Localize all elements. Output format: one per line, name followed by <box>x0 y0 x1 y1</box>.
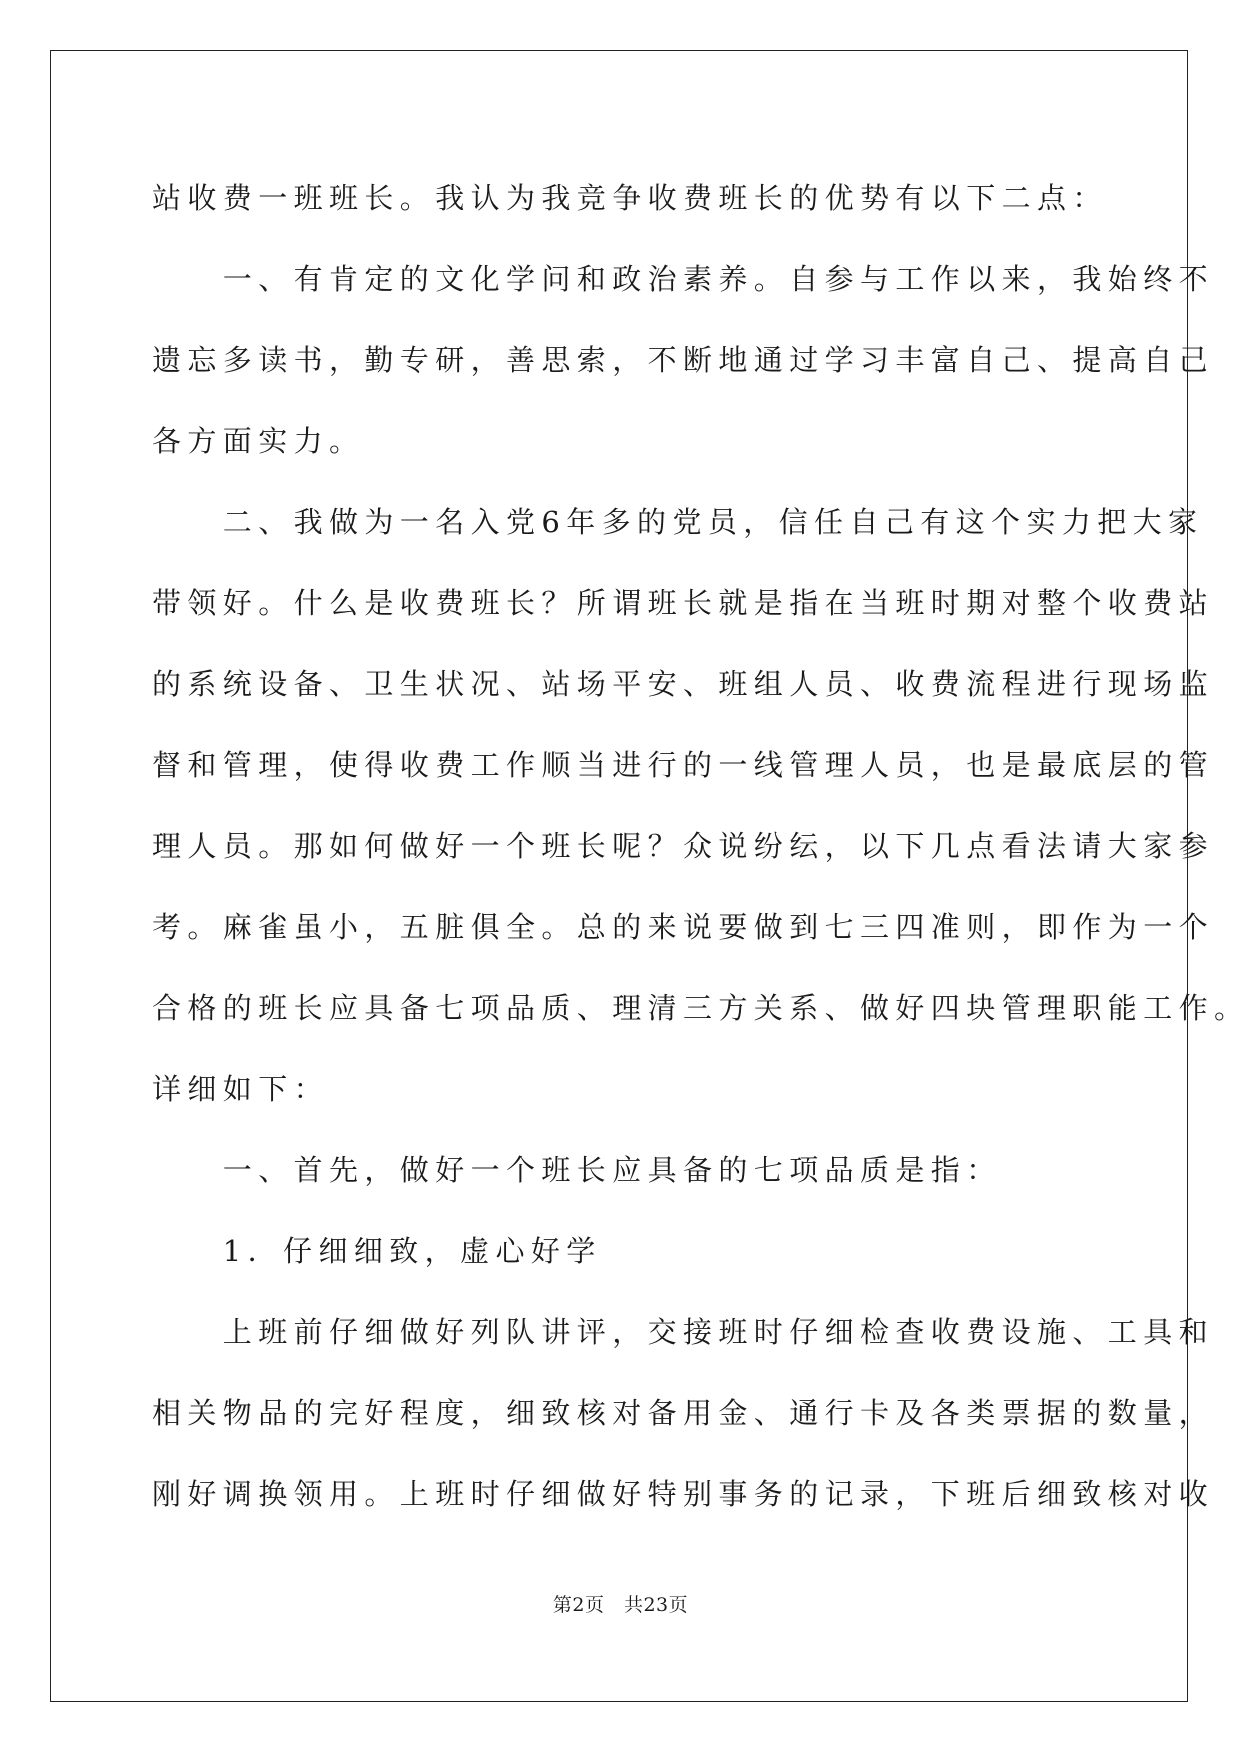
body-line: 相关物品的完好程度，细致核对备用金、通行卡及各类票据的数量， <box>152 1396 1215 1430</box>
body-line: 刚好调换领用。上班时仔细做好特别事务的记录，下班后细致核对收 <box>152 1477 1215 1511</box>
body-line: 一、有肯定的文化学问和政治素养。自参与工作以来，我始终不 <box>152 262 1215 296</box>
body-line: 站收费一班班长。我认为我竞争收费班长的优势有以下二点： <box>152 181 1108 215</box>
body-line: 详细如下： <box>152 1072 330 1106</box>
body-line: 考。麻雀虽小，五脏俱全。总的来说要做到七三四准则，即作为一个 <box>152 910 1215 944</box>
body-line: 二、我做为一名入党6年多的党员，信任自己有这个实力把大家 <box>152 505 1204 539</box>
body-line: 带领好。什么是收费班长？所谓班长就是指在当班时期对整个收费站 <box>152 586 1215 620</box>
body-line: 合格的班长应具备七项品质、理清三方关系、做好四块管理职能工作。 <box>152 991 1249 1025</box>
body-line: 遗忘多读书，勤专研，善思索，不断地通过学习丰富自己、提高自己 <box>152 343 1215 377</box>
body-line: 各方面实力。 <box>152 424 365 458</box>
body-line: 的系统设备、卫生状况、站场平安、班组人员、收费流程进行现场监 <box>152 667 1215 701</box>
body-line: 上班前仔细做好列队讲评，交接班时仔细检查收费设施、工具和 <box>152 1315 1215 1349</box>
body-line: 一、首先，做好一个班长应具备的七项品质是指： <box>152 1153 1002 1187</box>
document-body <box>152 158 1249 1535</box>
body-line: 督和管理，使得收费工作顺当进行的一线管理人员，也是最底层的管 <box>152 748 1215 782</box>
body-line: 理人员。那如何做好一个班长呢？众说纷纭，以下几点看法请大家参 <box>152 829 1215 863</box>
page-number-footer: 第2页 共23页 <box>552 1594 689 1616</box>
body-line: 1．仔细细致，虚心好学 <box>152 1234 602 1268</box>
